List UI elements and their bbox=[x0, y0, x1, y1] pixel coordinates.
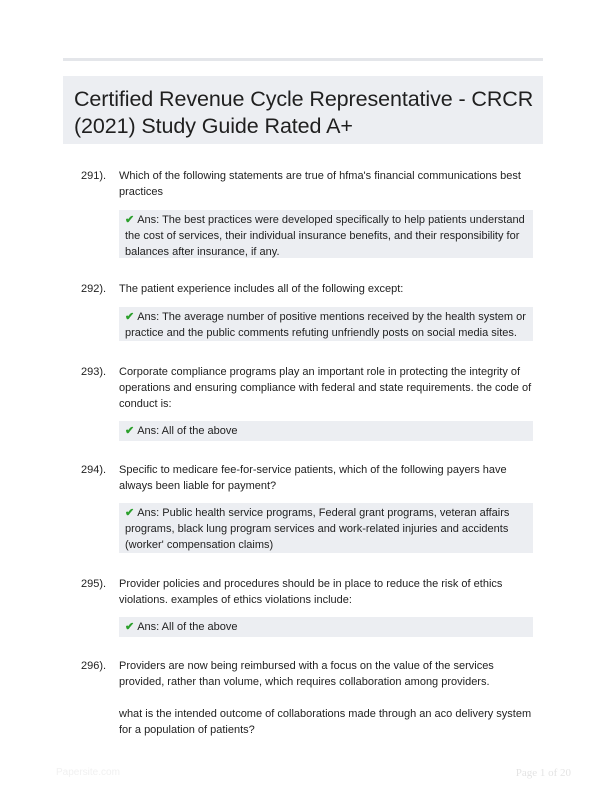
question-text: The patient experience includes all of the following except: bbox=[119, 283, 404, 295]
question-number: 296). bbox=[81, 660, 107, 672]
answer-text: Ans: All of the above bbox=[137, 621, 238, 633]
question-text bbox=[119, 658, 533, 738]
checkmark-icon: ✔ bbox=[125, 311, 135, 323]
answer-box bbox=[119, 503, 533, 553]
checkmark-icon: ✔ bbox=[125, 425, 135, 437]
checkmark-icon: ✔ bbox=[125, 621, 135, 633]
answer-text: Ans: All of the above bbox=[137, 425, 238, 437]
question-number: 293). bbox=[81, 366, 107, 378]
question-text: Specific to medicare fee-for-service patients, which of the following payers have always been liable for payment? bbox=[119, 464, 507, 492]
question-text: Which of the following statements are true of hfma's financial communications best practices bbox=[119, 170, 521, 198]
page-number: Page 1 of 20 bbox=[515, 767, 571, 779]
top-divider bbox=[63, 58, 543, 61]
question-text: Corporate compliance programs play an important role in protecting the integrity of operations and ensuring compliance with federal and state requirements. the code of conduct is: bbox=[119, 366, 532, 410]
answer-box bbox=[119, 307, 533, 341]
answer-text: Ans: The average number of positive mentions received by the health system or practice and the public comments refuting unfriendly posts on social media sites. bbox=[125, 311, 526, 339]
title-banner bbox=[63, 76, 543, 144]
answer-text: Ans: Public health service programs, Federal grant programs, veteran affairs programs, black lung program services and work-related injuries and accidents (worker' compensation claims) bbox=[125, 507, 510, 551]
answer-text: Ans: The best practices were developed specifically to help patients understand the cost of services, their individual insurance benefits, and their responsibility for balances after insurance, if any. bbox=[125, 214, 525, 258]
question-number: 295). bbox=[81, 578, 107, 590]
answer-box bbox=[119, 421, 533, 441]
answer-box bbox=[119, 210, 533, 258]
checkmark-icon: ✔ bbox=[125, 507, 135, 519]
question-text: Provider policies and procedures should be in place to reduce the risk of ethics violations. examples of ethics violations include: bbox=[119, 578, 503, 606]
answer-box bbox=[119, 617, 533, 637]
footer-watermark: Papersite.com bbox=[56, 767, 120, 778]
question-number: 294). bbox=[81, 464, 107, 476]
question-number: 291). bbox=[81, 170, 107, 182]
question-paragraph: Providers are now being reimbursed with a focus on the value of the services provided, rather than volume, which requires collaboration among providers. bbox=[119, 660, 494, 688]
question-number: 292). bbox=[81, 283, 107, 295]
question-paragraph: what is the intended outcome of collaborations made through an aco delivery system for a population of patients? bbox=[119, 708, 532, 736]
checkmark-icon: ✔ bbox=[125, 214, 135, 226]
page-title: Certified Revenue Cycle Representative - CRCR (2021) Study Guide Rated A+ bbox=[74, 87, 534, 138]
